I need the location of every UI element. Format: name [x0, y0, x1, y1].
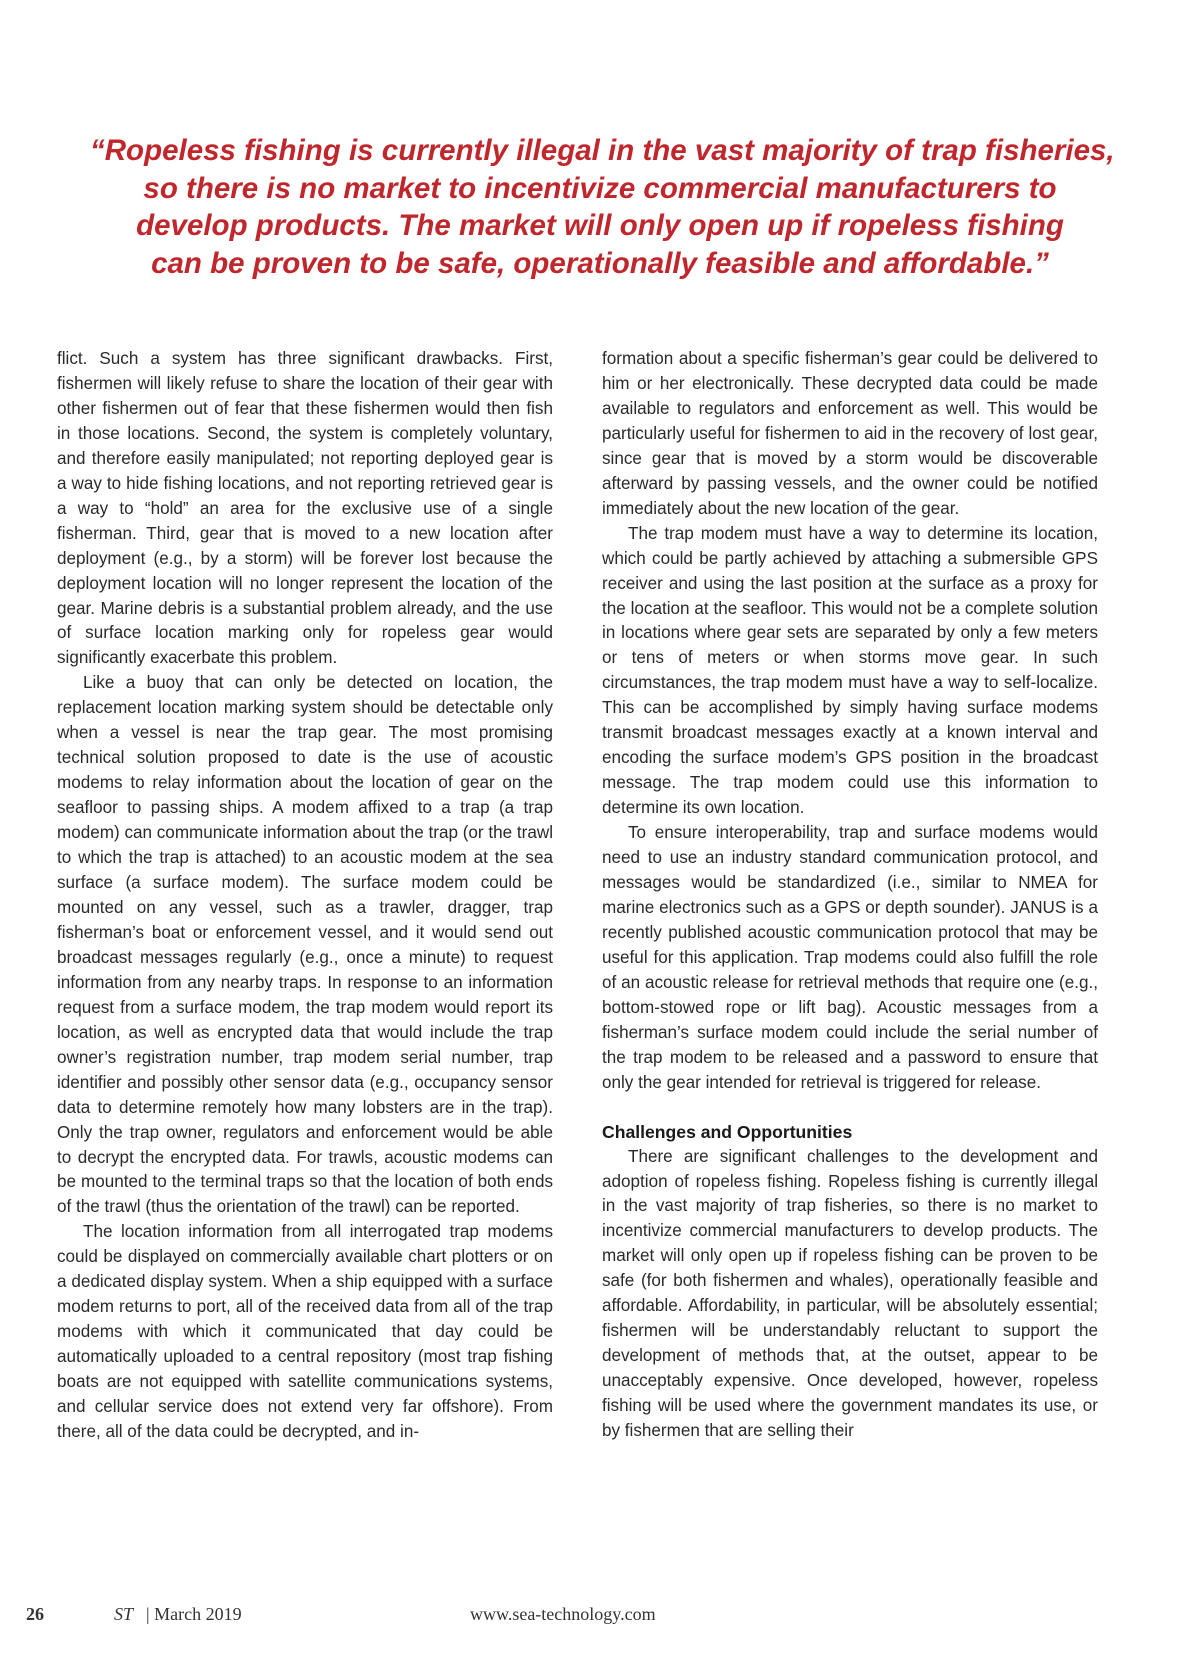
pull-quote-line: develop products. The market will only open up if ropeless fishing [136, 209, 1064, 242]
body-paragraph: formation about a specific fisherman’s gear could be delivered to him or her electronically. These decrypted data could be made available to regulators and enforcement as well. This would be particularly useful for fishermen to aid in the recovery of lost gear, since gear that is moved by a storm would be discoverable afterward by passing vessels, and the owner could be notified immediately about the new location of the gear. [602, 349, 1098, 518]
pull-quote [90, 132, 1115, 282]
pull-quote-line: so there is no market to incentivize commercial manufacturers to [143, 171, 1057, 205]
website-url: www.sea-technology.com [470, 1604, 656, 1624]
body-paragraph: To ensure interoperability, trap and surface modems would need to use an industry standard communication protocol, and messages would be standardized (i.e., similar to NMEA for marine electronics such as a GPS or depth sounder). JANUS is a recently published acoustic communication protocol that may be useful for this application. Trap modems could also fulfill the role of an acoustic release for retrieval methods that require one (e.g., bottom-stowed rope or lift bag). Acoustic messages from a fisherman’s surface modem could include the serial number of the trap modem to be released and a password to ensure that only the gear intended for retrieval is triggered for release. [602, 823, 1098, 1092]
left-column [57, 347, 553, 1445]
section-heading: Challenges and Opportunities [602, 1121, 853, 1142]
page-number: 26 [26, 1604, 44, 1624]
issue-date: | March 2019 [146, 1604, 242, 1624]
pull-quote-line: can be proven to be safe, operationally feasible and affordable.” [151, 246, 1049, 280]
body-paragraph: There are significant challenges to the development and adoption of ropeless fishing. Ropeless fishing is currently illegal in the vast majority of trap fisheries, so there is no market to incentivize commercial manufacturers to develop products. The market will only open up if ropeless fishing can be proven to be safe (for both fishermen and whales), operationally feasible and affordable. Affordability, in particular, will be absolutely essential; fishermen will be understandably reluctant to support the development of methods that, at the outset, appear to be unacceptably expensive. Once developed, however, ropeless fishing will be used where the government mandates its use, or by fishermen that are selling their [602, 1146, 1098, 1441]
right-column [602, 347, 1098, 1444]
body-paragraph: The trap modem must have a way to determine its location, which could be partly achieved by attaching a submersible GPS receiver and using the last position at the surface as a proxy for the location at the seafloor. This would not be a complete solution in locations where gear sets are separated by only a few meters or tens of meters or when storms move gear. In such circumstances, the trap modem must have a way to self-localize. This can be accomplished by simply having surface modems transmit broadcast messages exactly at a known interval and encoding the surface modem’s GPS position in the broadcast message. The trap modem could use this information to determine its own location. [602, 523, 1098, 818]
pull-quote-line: “Ropeless fishing is currently illegal in the vast majority of trap fisheries, [90, 134, 1115, 167]
body-paragraph: flict. Such a system has three significant drawbacks. First, fishermen will likely refuse to share the location of their gear with other fishermen out of fear that these fishermen would then fish in those locations. Second, the system is completely voluntary, and therefore easily manipulated; not reporting deployed gear is a way to hide fishing locations, and not reporting retrieved gear is a way to “hold” an area for the exclusive use of a single fisherman. Third, gear that is moved to a new location after deployment (e.g., by a storm) will be forever lost because the deployment location will no longer represent the location of the gear. Marine debris is a substantial problem already, and the use of surface location marking only for ropeless gear would significantly exacerbate this problem. [57, 349, 553, 668]
body-paragraph: The location information from all interrogated trap modems could be displayed on commercially available chart plotters or on a dedicated display system. When a ship equipped with a surface modem returns to port, all of the received data from all of the trap modems with which it communicated that day could be automatically uploaded to a central repository (most trap fishing boats are not equipped with satellite communications systems, and cellular service does not extend very far offshore). From there, all of the data could be decrypted, and in- [57, 1222, 553, 1441]
body-paragraph: Like a buoy that can only be detected on location, the replacement location marking system should be detectable only when a vessel is near the trap gear. The most promising technical solution proposed to date is the use of acoustic modems to relay information about the location of gear on the seafloor to passing ships. A modem affixed to a trap (a trap modem) can communicate information about the trap (or the trawl to which the trap is attached) to an acoustic modem at the sea surface (a surface modem). The surface modem could be mounted on any vessel, such as a trawler, dragger, trap fisherman’s boat or enforcement vessel, and it would send out broadcast messages regularly (e.g., once a minute) to request information from any nearby traps. In response to an information request from a surface modem, the trap modem would report its location, as well as encrypted data that would include the trap owner’s registration number, trap modem serial number, trap identifier and possibly other sensor data (e.g., occupancy sensor data to determine remotely how many lobsters are in the trap). Only the trap owner, regulators and enforcement would be able to decrypt the encrypted data. For trawls, acoustic modems can be mounted to the terminal traps so that the location of both ends of the trawl (thus the orientation of the trawl) can be reported. [57, 673, 553, 1217]
publication-name: ST [114, 1604, 134, 1624]
